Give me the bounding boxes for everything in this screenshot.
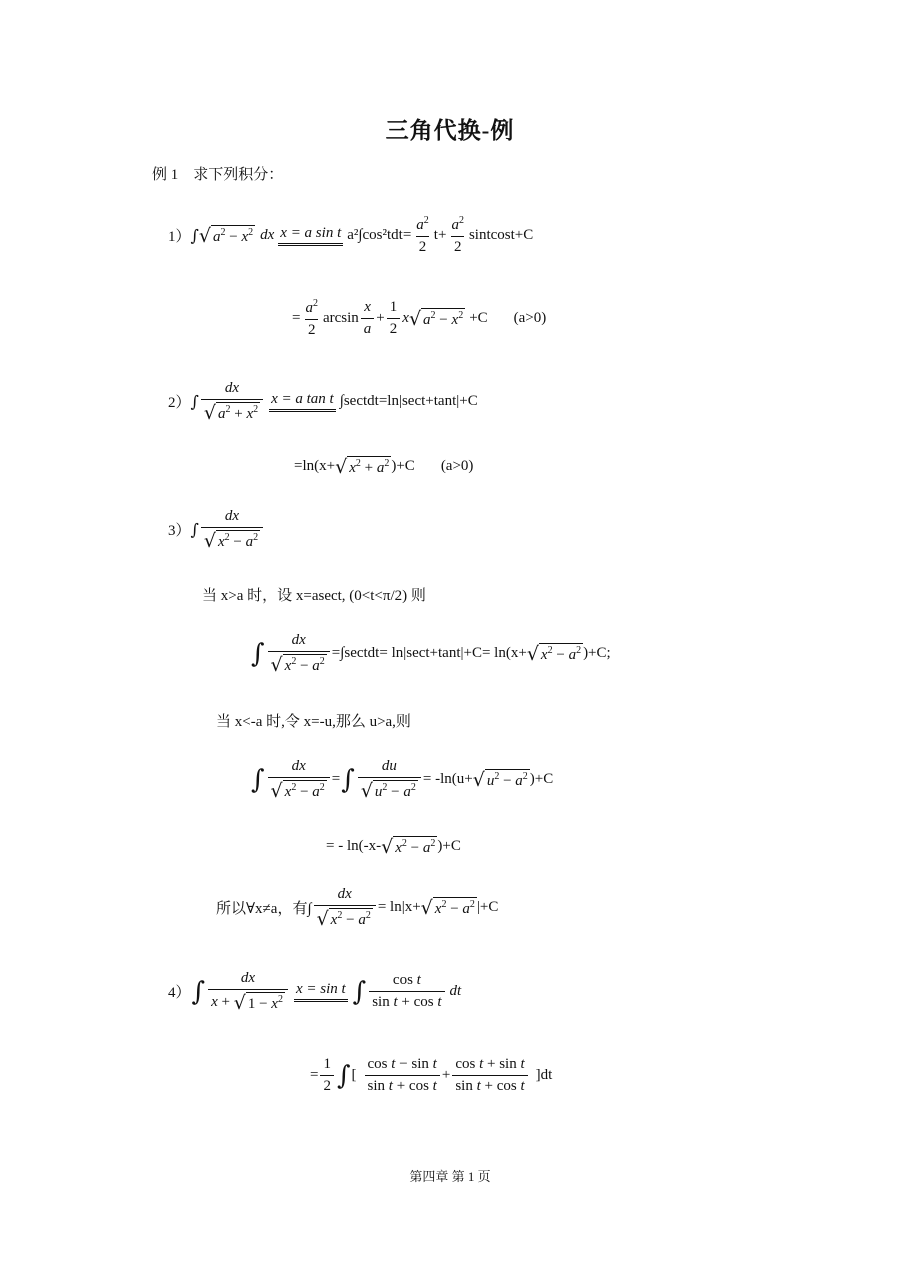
fraction: dx √ $x^2 - a^2$: [201, 508, 263, 551]
fraction: dx √ $x^2 - a^2$: [268, 632, 330, 675]
fraction: $\frac{a^2}{2}$: [416, 215, 429, 256]
result-tail: +C: [469, 310, 488, 327]
substitution: x = a tan t: [269, 391, 336, 412]
problem-2-label: 2）: [168, 395, 191, 412]
integral-sign: ∫: [190, 392, 199, 412]
problem-3-case-2-line-2: [326, 836, 461, 857]
result: ∫sectdt=ln|sect+tant|+C: [339, 393, 478, 410]
problem-4-line-1: 4） ∫ dx x + √ $1 - x^2$ x = sin t ∫ $\frac{\text{cos t}}{\text{sin t + cos t}}$ dt: [168, 970, 462, 1015]
case-2-text: 当 x<-a 时,令 x=-u,那么 u>a,则: [216, 714, 411, 730]
integral-sign: ∫: [191, 976, 206, 1007]
result-part: = - ln(-x-: [326, 838, 382, 854]
result-part: a²∫cos²tdt=: [347, 227, 412, 244]
radical: √ $u^2 - a^2$: [472, 769, 528, 792]
fraction: $\frac{\text{cos t − sin t}}{\text{sin t + cos t}}$: [365, 1056, 440, 1096]
fraction: $\frac{x}{a}$: [361, 299, 375, 339]
result-part: )+C: [529, 771, 554, 788]
fraction: $\frac{a^2}{2}$: [305, 298, 318, 339]
differential: dx: [260, 227, 275, 244]
problem-4-label: 4）: [168, 985, 191, 1002]
problem-2-line-1: [168, 380, 478, 423]
result-part: =ln(x+: [294, 458, 336, 474]
result-part: |+C: [476, 899, 499, 916]
integral-sign: ∫: [251, 638, 265, 669]
problem-3-conclusion: [216, 886, 498, 929]
integral-sign: ∫: [190, 520, 199, 540]
problem-1-label: 1）: [168, 229, 191, 246]
fraction: $\frac{\text{cos t + sin t}}{\text{sin t + cos t}}$: [452, 1056, 527, 1096]
result-part: )+C;: [583, 645, 611, 662]
fraction: dx √ $x^2 - a^2$: [314, 886, 376, 929]
integral-sign: ∫: [190, 226, 199, 246]
radical: √ $x^2 - a^2$: [526, 643, 582, 666]
radical: √ $a^2 - x^2$: [198, 225, 254, 248]
example-intro: 例 1 求下列积分：: [152, 167, 284, 183]
condition: (a>0): [440, 458, 474, 474]
result-part: )+C: [391, 458, 415, 474]
fraction: $\frac{\text{cos t}}{\text{sin t + cos t}}$: [369, 972, 444, 1012]
radical: √ $x^2 - a^2$: [381, 836, 436, 858]
problem-3-line-1: [168, 508, 265, 551]
integral-sign: ∫: [352, 976, 367, 1007]
problem-1-line-2: = $\frac{a^2}{2}$ arcsin $\frac{x}{a}$ + $\frac{1}{2}$ x √ $a^2 - x^2$ +C (a>0): [292, 298, 547, 339]
result-tail: ]dt: [535, 1067, 553, 1084]
fraction: dx x + √ $1 - x^2$: [208, 970, 288, 1013]
page-footer: 第四章 第 1 页: [409, 1169, 491, 1184]
fraction: du √ $u^2 - a^2$: [358, 758, 421, 801]
substitution: x = a sin t: [278, 225, 343, 246]
radical: √ $a^2 - x^2$: [408, 308, 464, 331]
radical: √ $x^2 + a^2$: [335, 456, 390, 478]
result-part: t+: [433, 227, 447, 244]
fraction: dx √ $x^2 - a^2$: [268, 758, 330, 801]
problem-3-case-1: [250, 632, 611, 675]
page-title: 三角代换-例: [385, 118, 515, 143]
result-part: = ln|x+: [377, 899, 421, 916]
case-1-text: 当 x>a 时，设 x=asect, (0<t<π/2) 则: [202, 588, 426, 604]
conclusion-text: 所以∀x≠a，有∫: [216, 901, 312, 918]
result-part: = -ln(u+: [422, 771, 473, 788]
fraction: $\frac{a^2}{2}$: [451, 215, 464, 256]
arcsin-text: arcsin: [322, 310, 359, 327]
problem-3-label: 3）: [168, 523, 191, 540]
result-part: =∫sectdt= ln|sect+tant|+C= ln(x+: [331, 645, 527, 662]
radical: √ $x^2 - a^2$: [420, 897, 475, 920]
substitution: x = sin t: [294, 981, 348, 1002]
fraction: $\frac{1}{2}$: [320, 1056, 334, 1096]
integral-sign: ∫: [336, 1060, 351, 1091]
integral-sign: ∫: [341, 764, 355, 795]
result-part: sintcost+C: [468, 227, 534, 244]
problem-3-case-2: ∫ dx √ $x^2 - a^2$ = ∫ du √ $u^2 - a^2$ = -ln(u+ √ $u^2 - a^2$ )+C: [251, 758, 554, 803]
result-part: )+C: [437, 838, 461, 854]
problem-2-line-2: [294, 456, 473, 477]
integral-sign: ∫: [251, 764, 265, 795]
condition: (a>0): [513, 310, 547, 327]
fraction: dx √ $a^2 + x^2$: [201, 380, 263, 423]
fraction: $\frac{1}{2}$: [387, 299, 401, 339]
problem-4-line-2: = $\frac{1}{2}$ ∫ [ $\frac{\text{cos t − sin t}}{\text{sin t + cos t}}$ + $\frac{\text{cos t + sin t}}{\text{sin t + cos t}}$ ]dt: [310, 1056, 553, 1095]
problem-1-line-1: [168, 215, 533, 257]
